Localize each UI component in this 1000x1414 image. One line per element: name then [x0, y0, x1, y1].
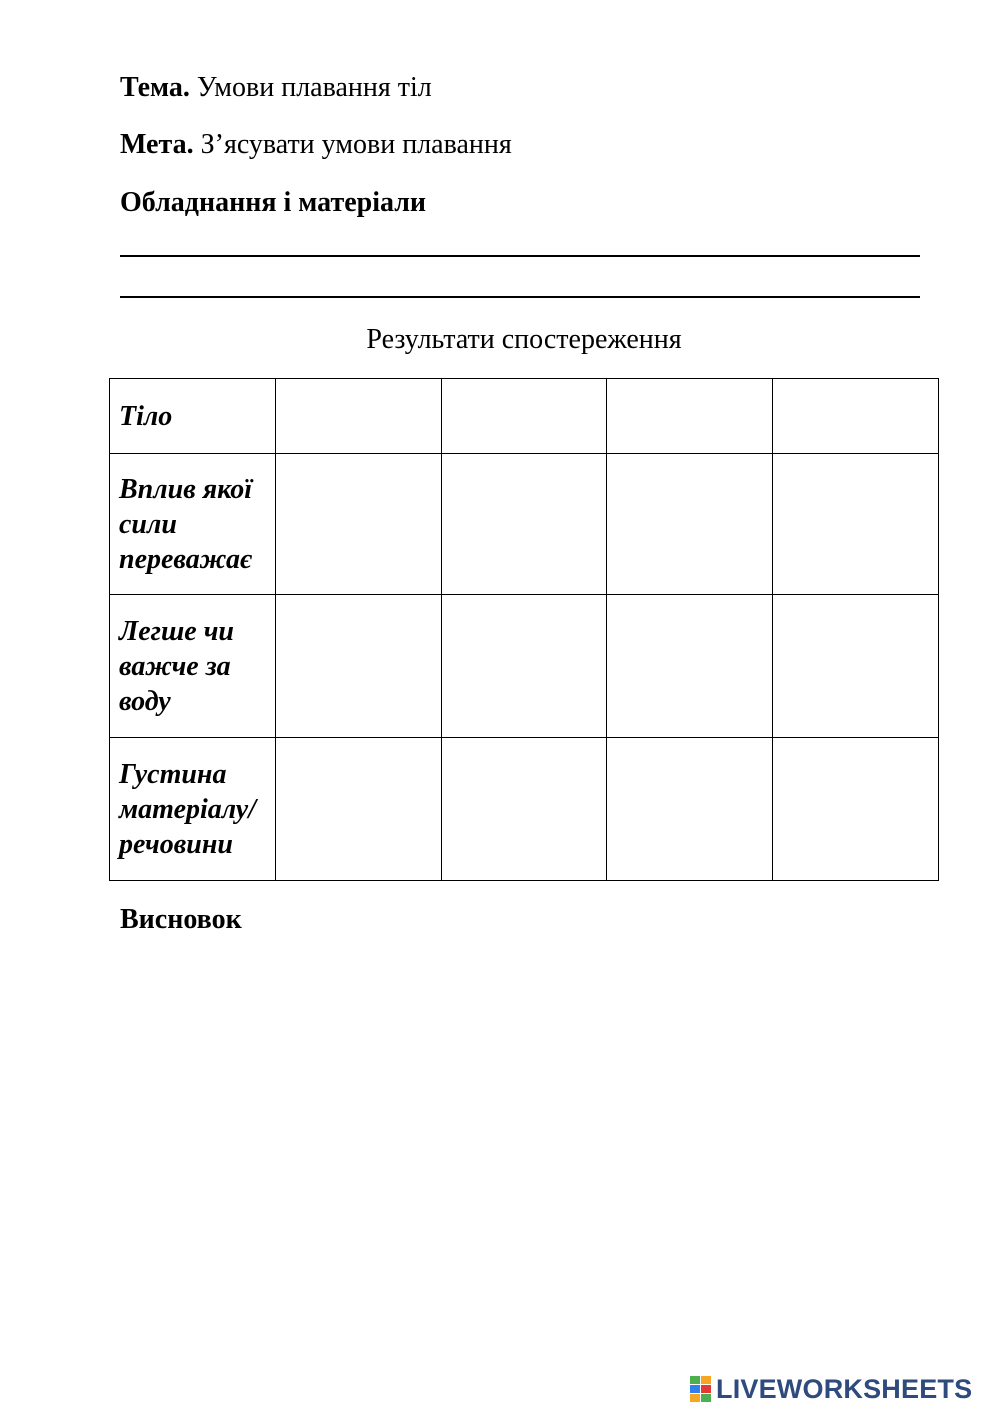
table-row: [110, 379, 939, 454]
conclusion-label: Висновок: [120, 904, 242, 935]
row-header-line: Густина: [119, 758, 227, 790]
row-header-dominant-force: [110, 454, 276, 595]
row-header-line: сили: [119, 508, 177, 540]
goal-text: З’ясувати умови плавання: [200, 129, 512, 160]
answer-cell[interactable]: [773, 379, 939, 454]
goal-line: [120, 128, 512, 162]
topic-line: [120, 71, 432, 105]
results-title: Результати спостереження: [366, 324, 682, 355]
equipment-answer-line-1[interactable]: [120, 255, 920, 257]
row-header-lighter-heavier: [110, 595, 276, 738]
goal-label: Мета.: [120, 129, 194, 160]
row-header-line: Вплив якої: [119, 473, 253, 505]
row-header-line: матеріалу/: [119, 793, 257, 825]
answer-cell[interactable]: [442, 454, 607, 595]
brand-name: LIVEWORKSHEETS: [716, 1374, 973, 1404]
answer-cell[interactable]: [276, 454, 442, 595]
answer-cell[interactable]: [442, 379, 607, 454]
answer-cell[interactable]: [442, 738, 607, 881]
row-header-line: важче за: [119, 650, 231, 682]
answer-cell[interactable]: [276, 595, 442, 738]
topic-text: Умови плавання тіл: [196, 72, 432, 103]
answer-cell[interactable]: [607, 379, 773, 454]
table-row: [110, 454, 939, 595]
table-row: [110, 595, 939, 738]
answer-cell[interactable]: [773, 738, 939, 881]
answer-cell[interactable]: [607, 454, 773, 595]
observation-table: [109, 378, 939, 881]
topic-label: Тема.: [120, 72, 190, 103]
equipment-label: Обладнання і матеріали: [120, 187, 427, 218]
row-header-line: речовини: [119, 828, 233, 860]
equipment-answer-line-2[interactable]: [120, 296, 920, 298]
answer-cell[interactable]: [773, 454, 939, 595]
row-header-line: Легше чи: [119, 615, 234, 647]
answer-cell[interactable]: [607, 738, 773, 881]
liveworksheets-brand: [690, 1374, 972, 1404]
row-header-line: воду: [119, 685, 171, 717]
table-row: [110, 738, 939, 881]
row-header-line: переважає: [119, 543, 252, 575]
answer-cell[interactable]: [276, 738, 442, 881]
row-header-line: Тіло: [119, 400, 173, 432]
answer-cell[interactable]: [607, 595, 773, 738]
liveworksheets-logo-icon: [690, 1376, 712, 1402]
answer-cell[interactable]: [442, 595, 607, 738]
row-header-body: [110, 379, 276, 454]
answer-cell[interactable]: [773, 595, 939, 738]
answer-cell[interactable]: [276, 379, 442, 454]
row-header-density: [110, 738, 276, 881]
